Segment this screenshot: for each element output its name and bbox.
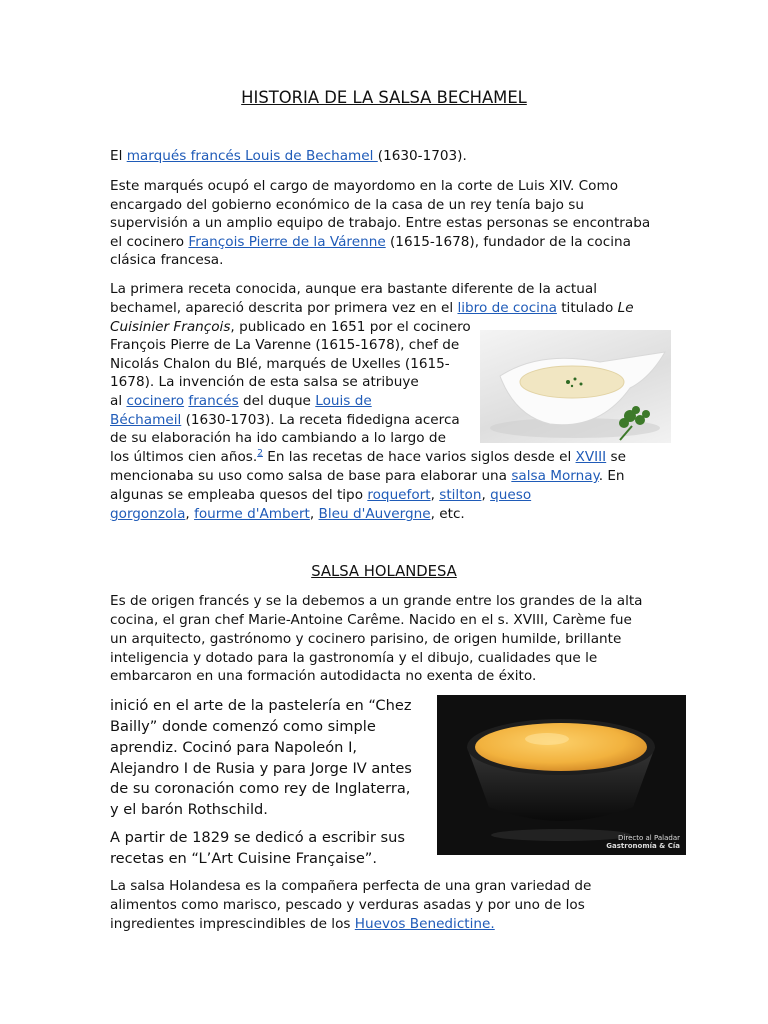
p3-line-6: 1678). La invención de esta salsa se atribuye — [110, 374, 419, 390]
p3-line-7: al cocinero francés del duque Louis de — [110, 393, 372, 409]
p5-line-5: de su coronación como rey de Inglaterra, — [110, 780, 411, 797]
gravy-boat-illustration — [480, 330, 671, 443]
p4-line-5: embarcaron en una formación autodidacta no exenta de éxito. — [110, 668, 537, 684]
varenne-link[interactable]: François Pierre de la Várenne — [188, 234, 386, 250]
p4-line-3: un arquitecto, gastrónomo y cocinero parisino, de origen humilde, brillante — [110, 631, 622, 647]
p2-line-3: supervisión a un amplio equipo de trabajo. Entre estas personas se encontraba — [110, 215, 651, 231]
p7-line-3: ingredientes imprescindibles de los Huevos Benedictine. — [110, 916, 495, 932]
bechamel-sauce-image — [480, 330, 671, 443]
gorgonzola-link[interactable]: gorgonzola — [110, 506, 186, 522]
p4-line-2: cocina, el gran chef Marie-Antoine Carême. Nacido en el s. XVIII, Carème fue — [110, 612, 632, 628]
p3-line-1: La primera receta conocida, aunque era bastante diferente de la actual — [110, 281, 597, 297]
xviii-link[interactable]: XVIII — [575, 449, 607, 465]
frances-link[interactable]: francés — [188, 393, 239, 409]
bechameil-link[interactable]: Béchameil — [110, 412, 182, 428]
p3-line-9: de su elaboración ha ido cambiando a lo largo de — [110, 430, 446, 446]
intro-line — [110, 147, 467, 166]
p5-line-1: inició en el arte de la pastelería en “Chez — [110, 697, 412, 714]
intro-text: El — [110, 148, 127, 164]
p5-line-4: Alejandro I de Rusia y para Jorge IV antes — [110, 760, 412, 777]
p4-line-4: inteligencia y dotado para la gastronomía y el dibujo, cualidades que le — [110, 650, 598, 666]
p6-line-1: A partir de 1829 se dedicó a escribir sus — [110, 829, 405, 846]
stilton-link[interactable]: stilton — [439, 487, 482, 503]
p3-line-4: François Pierre de La Varenne (1615-1678), chef de — [110, 337, 460, 353]
marques-link[interactable]: marqués francés Louis de Bechamel — [126, 148, 378, 164]
section-heading-holandesa: SALSA HOLANDESA — [311, 563, 457, 580]
cocinero-link[interactable]: cocinero — [126, 393, 185, 409]
p3-line-3: Cuisinier François, publicado en 1651 por el cocinero — [110, 319, 471, 335]
p3-line-2: bechamel, apareció descrita por primera vez en el libro de cocina titulado Le — [110, 300, 634, 316]
fourme-link[interactable]: fourme d'Ambert — [194, 506, 310, 522]
libro-cocina-link[interactable]: libro de cocina — [457, 300, 557, 316]
louis-de-link[interactable]: Louis de — [315, 393, 372, 409]
p7-line-1: La salsa Holandesa es la compañera perfecta de una gran variedad de — [110, 878, 592, 894]
image-watermark: Directo al Paladar Gastronomía & Cía — [606, 834, 680, 850]
p2-line-5: clásica francesa. — [110, 252, 224, 268]
page-title: HISTORIA DE LA SALSA BECHAMEL — [241, 88, 527, 107]
p3-line-8: Béchameil (1630-1703). La receta fidedigna acerca — [110, 412, 460, 428]
huevos-benedictine-link[interactable]: Huevos Benedictine. — [354, 916, 495, 932]
p3-line-12: algunas se empleaba quesos del tipo roquefort, stilton, queso — [110, 487, 532, 503]
p6-line-2: recetas en “L’Art Cuisine Française”. — [110, 850, 378, 867]
p2-line-4: el cocinero François Pierre de la Várenne (1615-1678), fundador de la cocina — [110, 234, 631, 250]
p5-line-3: aprendiz. Cocinó para Napoleón I, — [110, 739, 358, 756]
p4-line-1: Es de origen francés y se la debemos a un grande entre los grandes de la alta — [110, 593, 643, 609]
intro-dates: (1630-1703). — [377, 148, 467, 164]
p3-line-5: Nicolás Chalon du Blé, marqués de Uxelles (1615- — [110, 356, 450, 372]
hollandaise-sauce-image — [437, 695, 686, 855]
sauce-bowl-illustration — [437, 695, 686, 855]
queso-link[interactable]: queso — [490, 487, 532, 503]
p3-line-10: los últimos cien años.$^2$ En las recetas de hace varios siglos desde el XVIII se — [110, 448, 626, 465]
roquefort-link[interactable]: roquefort — [367, 487, 431, 503]
footnote-link[interactable]: 2 — [257, 448, 263, 459]
p2-line-2: encargado del gobierno económico de la casa de un rey tenía bajo su — [110, 197, 584, 213]
p5-line-2: Bailly” donde comenzó como simple — [110, 718, 376, 735]
p3-line-13: gorgonzola, fourme d'Ambert, Bleu d'Auvergne, etc. — [110, 506, 465, 522]
p7-line-2: alimentos como marisco, pescado y verduras asadas y por uno de los — [110, 897, 585, 913]
bleu-link[interactable]: Bleu d'Auvergne — [318, 506, 431, 522]
salsa-mornay-link[interactable]: salsa Mornay — [511, 468, 599, 484]
p2-line-1: Este marqués ocupó el cargo de mayordomo en la corte de Luis XIV. Como — [110, 178, 619, 194]
p5-line-6: y el barón Rothschild. — [110, 801, 268, 818]
p3-line-11: mencionaba su uso como salsa de base para elaborar una salsa Mornay. En — [110, 468, 625, 484]
